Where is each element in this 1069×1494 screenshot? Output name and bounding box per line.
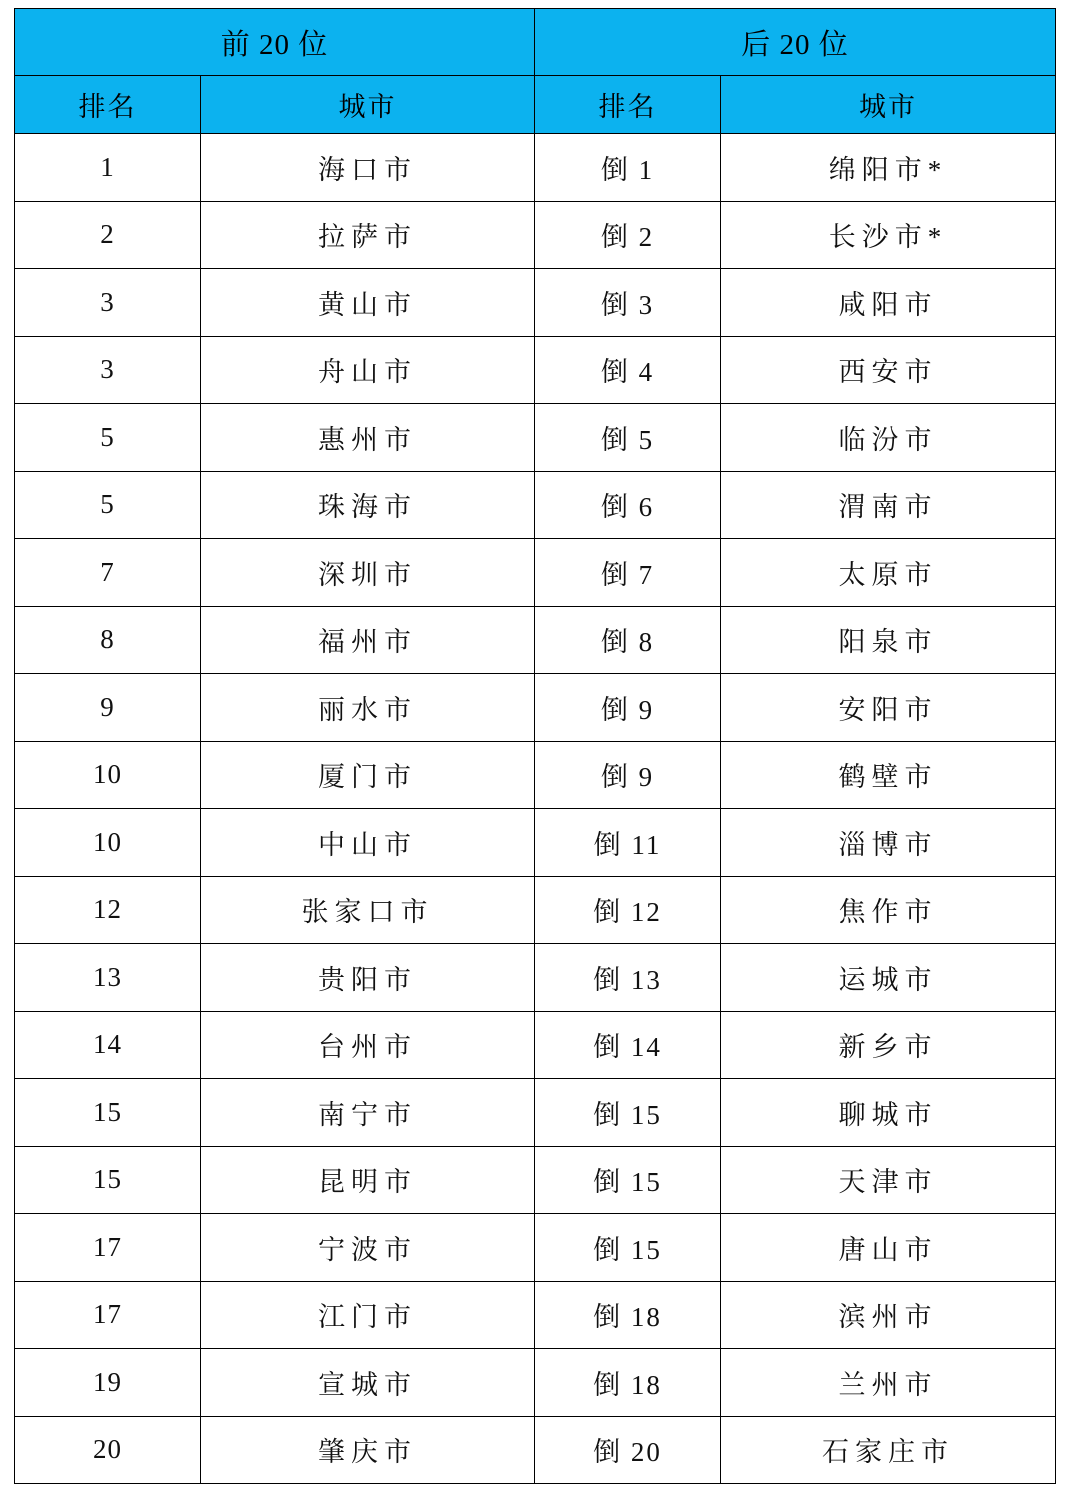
cell-rank-left: 5 [15, 471, 201, 539]
cell-city-right: 渭南市 [721, 471, 1056, 539]
cell-city-left: 肇庆市 [201, 1416, 535, 1484]
column-header-city-right: 城市 [721, 76, 1056, 134]
cell-rank-left: 1 [15, 134, 201, 202]
cell-rank-left: 2 [15, 201, 201, 269]
cell-rank-left: 10 [15, 809, 201, 877]
table-row [15, 404, 1056, 472]
table-row [15, 944, 1056, 1012]
group-header-bottom20: 后 20 位 [535, 9, 1056, 76]
cell-city-right: 淄博市 [721, 809, 1056, 877]
cell-city-right: 新乡市 [721, 1011, 1056, 1079]
cell-city-left: 中山市 [201, 809, 535, 877]
cell-rank-right: 倒 15 [535, 1079, 721, 1147]
table-row [15, 674, 1056, 742]
cell-rank-right: 倒 5 [535, 404, 721, 472]
cell-city-left: 拉萨市 [201, 201, 535, 269]
cell-city-right: 兰州市 [721, 1349, 1056, 1417]
cell-rank-right: 倒 15 [535, 1146, 721, 1214]
table-row [15, 876, 1056, 944]
table-row [15, 606, 1056, 674]
cell-city-right: 焦作市 [721, 876, 1056, 944]
cell-rank-left: 7 [15, 539, 201, 607]
table-row [15, 1079, 1056, 1147]
table-row [15, 471, 1056, 539]
table-row [15, 336, 1056, 404]
group-header-top20: 前 20 位 [15, 9, 535, 76]
cell-rank-left: 17 [15, 1281, 201, 1349]
cell-city-left: 福州市 [201, 606, 535, 674]
table-row [15, 269, 1056, 337]
cell-city-right: 阳泉市 [721, 606, 1056, 674]
cell-rank-right: 倒 13 [535, 944, 721, 1012]
cell-city-right: 绵阳市* [721, 134, 1056, 202]
cell-rank-right: 倒 9 [535, 674, 721, 742]
table-header [15, 9, 1056, 134]
table-row [15, 809, 1056, 877]
cell-rank-left: 5 [15, 404, 201, 472]
cell-rank-right: 倒 3 [535, 269, 721, 337]
cell-rank-right: 倒 1 [535, 134, 721, 202]
cell-city-left: 深圳市 [201, 539, 535, 607]
cell-rank-left: 17 [15, 1214, 201, 1282]
cell-rank-right: 倒 4 [535, 336, 721, 404]
table-row [15, 1146, 1056, 1214]
cell-rank-left: 20 [15, 1416, 201, 1484]
cell-city-right: 运城市 [721, 944, 1056, 1012]
cell-rank-left: 14 [15, 1011, 201, 1079]
cell-city-right: 鹤壁市 [721, 741, 1056, 809]
cell-rank-right: 倒 18 [535, 1349, 721, 1417]
cell-city-right: 石家庄市 [721, 1416, 1056, 1484]
cell-rank-left: 15 [15, 1146, 201, 1214]
cell-rank-right: 倒 9 [535, 741, 721, 809]
cell-rank-right: 倒 2 [535, 201, 721, 269]
cell-city-right: 长沙市* [721, 201, 1056, 269]
cell-rank-right: 倒 11 [535, 809, 721, 877]
cell-rank-left: 10 [15, 741, 201, 809]
cell-city-left: 台州市 [201, 1011, 535, 1079]
cell-city-left: 宁波市 [201, 1214, 535, 1282]
cell-rank-right: 倒 18 [535, 1281, 721, 1349]
table-row [15, 1214, 1056, 1282]
cell-rank-left: 3 [15, 336, 201, 404]
table-row [15, 134, 1056, 202]
cell-rank-left: 9 [15, 674, 201, 742]
cell-rank-right: 倒 6 [535, 471, 721, 539]
cell-city-left: 惠州市 [201, 404, 535, 472]
cell-city-left: 贵阳市 [201, 944, 535, 1012]
cell-rank-right: 倒 15 [535, 1214, 721, 1282]
table-row [15, 1349, 1056, 1417]
cell-city-left: 珠海市 [201, 471, 535, 539]
cell-rank-left: 19 [15, 1349, 201, 1417]
group-header-row [15, 9, 1056, 76]
cell-city-right: 临汾市 [721, 404, 1056, 472]
cell-rank-left: 12 [15, 876, 201, 944]
cell-city-right: 西安市 [721, 336, 1056, 404]
column-header-row [15, 76, 1056, 134]
table-row [15, 539, 1056, 607]
cell-rank-left: 15 [15, 1079, 201, 1147]
cell-city-left: 海口市 [201, 134, 535, 202]
column-header-rank-right: 排名 [535, 76, 721, 134]
column-header-city-left: 城市 [201, 76, 535, 134]
cell-city-left: 宣城市 [201, 1349, 535, 1417]
column-header-rank-left: 排名 [15, 76, 201, 134]
cell-rank-right: 倒 14 [535, 1011, 721, 1079]
cell-city-left: 南宁市 [201, 1079, 535, 1147]
city-ranking-table [14, 8, 1056, 1484]
cell-rank-left: 3 [15, 269, 201, 337]
cell-rank-right: 倒 12 [535, 876, 721, 944]
cell-city-left: 黄山市 [201, 269, 535, 337]
cell-city-left: 丽水市 [201, 674, 535, 742]
table-row [15, 201, 1056, 269]
cell-rank-right: 倒 20 [535, 1416, 721, 1484]
cell-city-left: 江门市 [201, 1281, 535, 1349]
table-row [15, 1011, 1056, 1079]
cell-rank-left: 8 [15, 606, 201, 674]
cell-rank-right: 倒 7 [535, 539, 721, 607]
cell-city-left: 舟山市 [201, 336, 535, 404]
cell-city-left: 张家口市 [201, 876, 535, 944]
cell-city-right: 唐山市 [721, 1214, 1056, 1282]
table-body [15, 134, 1056, 1484]
cell-city-right: 太原市 [721, 539, 1056, 607]
table-row [15, 741, 1056, 809]
cell-city-right: 天津市 [721, 1146, 1056, 1214]
cell-city-right: 滨州市 [721, 1281, 1056, 1349]
cell-city-right: 安阳市 [721, 674, 1056, 742]
cell-city-left: 厦门市 [201, 741, 535, 809]
table-row [15, 1281, 1056, 1349]
cell-city-right: 聊城市 [721, 1079, 1056, 1147]
cell-rank-right: 倒 8 [535, 606, 721, 674]
cell-rank-left: 13 [15, 944, 201, 1012]
cell-city-left: 昆明市 [201, 1146, 535, 1214]
table-row [15, 1416, 1056, 1484]
cell-city-right: 咸阳市 [721, 269, 1056, 337]
